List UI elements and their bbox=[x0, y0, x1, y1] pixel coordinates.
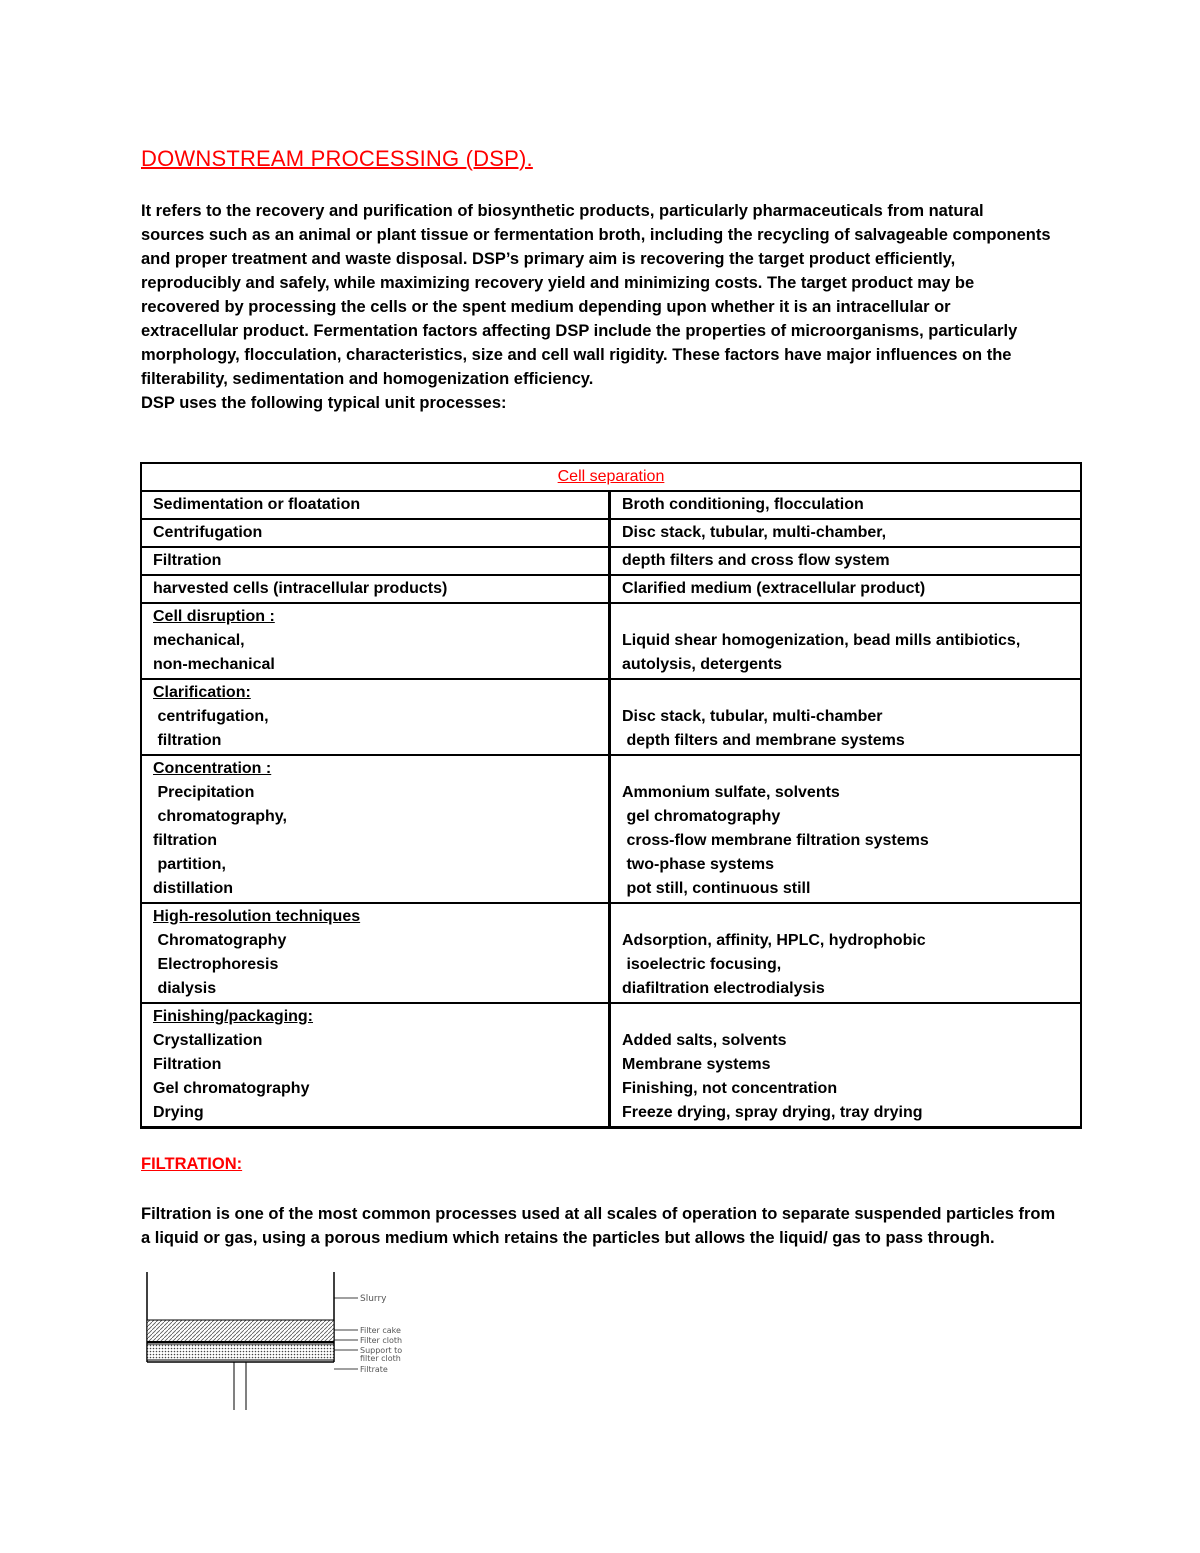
support-label: filter cloth bbox=[360, 1354, 401, 1363]
section-right-cell bbox=[611, 1004, 1080, 1126]
filtration-diagram bbox=[140, 1266, 430, 1416]
section-line: Liquid shear homogenization, bead mills antibiotics, bbox=[622, 632, 1021, 649]
support-label: Support to bbox=[360, 1346, 403, 1355]
section-line: filtration bbox=[153, 732, 222, 749]
filtrate-label: Filtrate bbox=[360, 1365, 388, 1374]
section-line: diafiltration electrodialysis bbox=[622, 980, 825, 997]
filter-cake-label: Filter cake bbox=[360, 1326, 401, 1335]
section-heading: Cell disruption : bbox=[153, 608, 275, 625]
section-left-cell bbox=[142, 1004, 611, 1126]
filtration-line: a liquid or gas, using a porous medium which retains the particles but allows the liquid/ gas to pass through. bbox=[141, 1229, 995, 1247]
table-header-cell: Cell separation bbox=[142, 464, 1080, 492]
table-cell: depth filters and cross flow system bbox=[611, 548, 1080, 576]
section-line: gel chromatography bbox=[622, 808, 781, 825]
slurry-label: Slurry bbox=[360, 1294, 387, 1304]
intro-line: and proper treatment and waste disposal. DSP’s primary aim is recovering the target product efficiently, bbox=[141, 250, 956, 268]
table-section-row bbox=[142, 1004, 1080, 1126]
table-cell: Centrifugation bbox=[142, 520, 611, 548]
section-left-cell bbox=[142, 680, 611, 756]
section-line: Gel chromatography bbox=[153, 1080, 310, 1097]
section-line: filtration bbox=[153, 832, 217, 849]
section-line: dialysis bbox=[153, 980, 217, 997]
section-right-cell bbox=[611, 756, 1080, 904]
intro-line: recovered by processing the cells or the spent medium depending upon whether it is an intracellular or bbox=[141, 298, 951, 316]
section-line: cross-flow membrane filtration systems bbox=[622, 832, 929, 849]
table-cell: Broth conditioning, flocculation bbox=[611, 492, 1080, 520]
section-line: mechanical, bbox=[153, 632, 245, 649]
section-right-cell bbox=[611, 904, 1080, 1004]
section-left-cell bbox=[142, 756, 611, 904]
section-line: Drying bbox=[153, 1104, 204, 1121]
filtration-line: Filtration is one of the most common processes used at all scales of operation to separate suspended particles from bbox=[141, 1205, 1056, 1223]
intro-paragraph bbox=[141, 199, 1071, 415]
section-line: isoelectric focusing, bbox=[622, 956, 782, 973]
intro-line: It refers to the recovery and purification of biosynthetic products, particularly pharmaceuticals from natural bbox=[141, 202, 984, 220]
section-line: partition, bbox=[153, 856, 226, 873]
table-row bbox=[142, 548, 1080, 576]
section-heading: Concentration : bbox=[153, 760, 272, 777]
intro-line: DSP uses the following typical unit processes: bbox=[141, 394, 507, 412]
section-line: Crystallization bbox=[153, 1032, 263, 1049]
intro-line: morphology, flocculation, characteristics, size and cell wall rigidity. These factors have major influences on the bbox=[141, 346, 1012, 364]
section-line: Adsorption, affinity, HPLC, hydrophobic bbox=[622, 932, 926, 949]
section-line: Added salts, solvents bbox=[622, 1032, 787, 1049]
section-line: pot still, continuous still bbox=[622, 880, 811, 897]
table-section-row bbox=[142, 904, 1080, 1004]
section-line: autolysis, detergents bbox=[622, 656, 783, 673]
section-line: Precipitation bbox=[153, 784, 255, 801]
intro-line: extracellular product. Fermentation factors affecting DSP include the properties of microorganisms, particularly bbox=[141, 322, 1018, 340]
table-section-row bbox=[142, 680, 1080, 756]
table-row bbox=[142, 576, 1080, 604]
intro-line: filterability, sedimentation and homogenization efficiency. bbox=[141, 370, 594, 388]
section-line: non-mechanical bbox=[153, 656, 275, 673]
table-row bbox=[142, 492, 1080, 520]
section-line: Electrophoresis bbox=[153, 956, 279, 973]
section-line: Ammonium sulfate, solvents bbox=[622, 784, 840, 801]
section-right-cell bbox=[611, 604, 1080, 680]
filtration-paragraph bbox=[141, 1202, 1071, 1250]
table-section-row bbox=[142, 756, 1080, 904]
table-row bbox=[142, 520, 1080, 548]
section-heading: High-resolution techniques bbox=[153, 908, 361, 925]
section-line: distillation bbox=[153, 880, 233, 897]
section-heading: Finishing/packaging: bbox=[153, 1008, 314, 1025]
section-line: two-phase systems bbox=[622, 856, 775, 873]
filtration-heading: FILTRATION: bbox=[141, 1155, 243, 1173]
unit-processes-table bbox=[140, 462, 1082, 1129]
section-heading: Clarification: bbox=[153, 684, 251, 701]
section-line: centrifugation, bbox=[153, 708, 269, 725]
section-line: Filtration bbox=[153, 1056, 222, 1073]
table-header-row bbox=[142, 464, 1080, 492]
table-cell: Sedimentation or floatation bbox=[142, 492, 611, 520]
section-line: Freeze drying, spray drying, tray drying bbox=[622, 1104, 923, 1121]
section-line: chromatography, bbox=[153, 808, 287, 825]
section-right-cell bbox=[611, 680, 1080, 756]
section-line: Finishing, not concentration bbox=[622, 1080, 838, 1097]
table-cell: Clarified medium (extracellular product) bbox=[611, 576, 1080, 604]
section-line: Disc stack, tubular, multi-chamber bbox=[622, 708, 883, 725]
table-section-row bbox=[142, 604, 1080, 680]
section-line: depth filters and membrane systems bbox=[622, 732, 905, 749]
filter-cloth-label: Filter cloth bbox=[360, 1336, 403, 1345]
section-left-cell bbox=[142, 604, 611, 680]
page-title: DOWNSTREAM PROCESSING (DSP). bbox=[141, 146, 533, 171]
support-layer bbox=[147, 1344, 334, 1360]
intro-line: reproducibly and safely, while maximizing recovery yield and minimizing costs. The target product may be bbox=[141, 274, 975, 292]
table-cell: Disc stack, tubular, multi-chamber, bbox=[611, 520, 1080, 548]
table-cell: Filtration bbox=[142, 548, 611, 576]
intro-line: sources such as an animal or plant tissue or fermentation broth, including the recycling of salvageable components bbox=[141, 226, 1051, 244]
section-line: Chromatography bbox=[153, 932, 287, 949]
section-line: Membrane systems bbox=[622, 1056, 771, 1073]
filter-cake-layer bbox=[147, 1320, 334, 1342]
table-cell: harvested cells (intracellular products) bbox=[142, 576, 611, 604]
section-left-cell bbox=[142, 904, 611, 1004]
